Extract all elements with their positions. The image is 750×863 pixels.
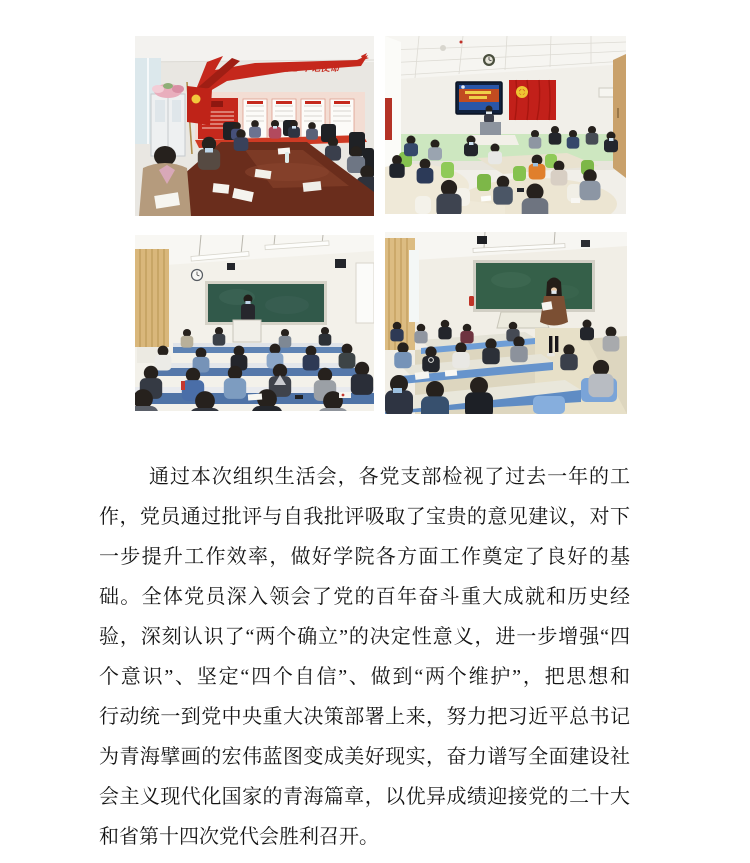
alarm-dot xyxy=(460,41,463,44)
banner-text: 不忘初心 牢记使命 xyxy=(261,64,340,74)
wall-clock xyxy=(483,54,495,66)
chalkboard xyxy=(473,260,595,312)
photo-meeting-room xyxy=(135,36,374,216)
article-line-10: 和省第十四次党代会胜利召开。 xyxy=(99,826,379,848)
photo-classroom-speech xyxy=(385,232,627,414)
wall-clock xyxy=(192,270,203,281)
chalkboard xyxy=(205,281,327,325)
article-line-5: 验，深刻认识了“两个确立”的决定性意义，进一步增强“四 xyxy=(99,626,630,648)
article-paragraph xyxy=(99,457,630,857)
article-line-7: 行动统一到党中央重大决策部署上来，努力把习近平总书记 xyxy=(99,706,630,728)
right-window xyxy=(356,263,374,323)
article-line-3: 一步提升工作效率，做好学院各方面工作奠定了良好的基 xyxy=(99,546,630,568)
ac-vent xyxy=(599,88,615,97)
tv-screen xyxy=(456,82,502,114)
photo-classroom-smart xyxy=(385,36,626,214)
article-line-4: 础。全体党员深入领会了党的百年奋斗重大成就和历史经 xyxy=(99,586,630,608)
classroom-speech-illustration xyxy=(385,232,627,414)
door xyxy=(613,54,626,178)
meeting-room-illustration xyxy=(135,36,374,216)
classroom-smart-illustration xyxy=(385,36,626,214)
article-line-9: 会主义现代化国家的青海篇章，以优异成绩迎接党的二十大 xyxy=(99,786,630,808)
article-line-1: 通过本次组织生活会，各党支部检视了过去一年的工 xyxy=(149,466,630,488)
article-line-2: 作，党员通过批评与自我批评吸取了宝贵的意见建议，对下 xyxy=(99,506,630,528)
fire-extinguisher xyxy=(469,296,474,306)
classroom-lecture-illustration xyxy=(135,235,374,411)
article-line-6: 个意识”、坚定“四个自信”、做到“两个维护”，把思想和 xyxy=(99,666,630,688)
party-flag xyxy=(509,80,556,120)
photo-classroom-lecture xyxy=(135,235,374,411)
article-line-8: 为青海擘画的宏伟蓝图变成美好现实，奋力谱写全面建设社 xyxy=(99,746,630,768)
